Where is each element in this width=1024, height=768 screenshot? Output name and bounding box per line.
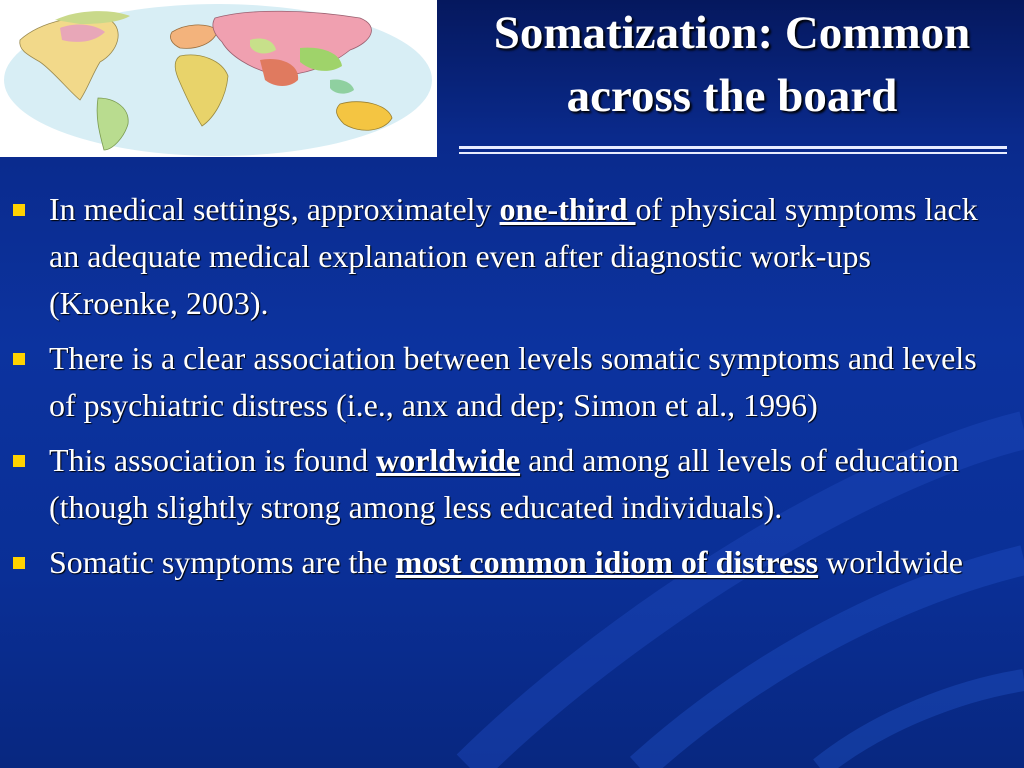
slide-title-line-2: across the board [566,70,898,122]
bullet-text-post: worldwide [818,544,963,580]
bullet-emphasis: worldwide [376,442,521,478]
slide-title-line-1: Somatization: Common [493,7,971,59]
bullet-text-post: of physical symptoms lack an adequate medical explanation even after diagnostic work-ups (Kroenke, 2003). [49,191,978,321]
title-underline-rule [459,146,1007,156]
bullet-text-post: and among all levels of education (though slightly strong among less educated individuals). [49,442,960,525]
bullet-text-pre: In medical settings, approximately [49,191,500,227]
bullet-item-association [0,335,1024,429]
bullet-item-idiom [0,539,1024,586]
bullet-square-icon [13,204,25,216]
bullet-square-icon [13,353,25,365]
bullet-item-worldwide [0,437,1024,531]
bullet-list [0,186,1024,594]
bullet-text-pre: Somatic symptoms are the [49,544,396,580]
world-map-image [0,0,437,157]
bullet-square-icon [13,455,25,467]
bullet-emphasis: most common idiom of distress [395,544,819,580]
bullet-item-one-third [0,186,1024,327]
bullet-emphasis: one-third [499,191,636,227]
bullet-square-icon [13,557,25,569]
slide-title [440,2,1024,128]
bullet-text-pre: There is a clear association between levels somatic symptoms and levels of psychiatric distress (i.e., anx and dep; Simon et al., 1996) [49,340,977,423]
bullet-text-pre: This association is found [49,442,377,478]
